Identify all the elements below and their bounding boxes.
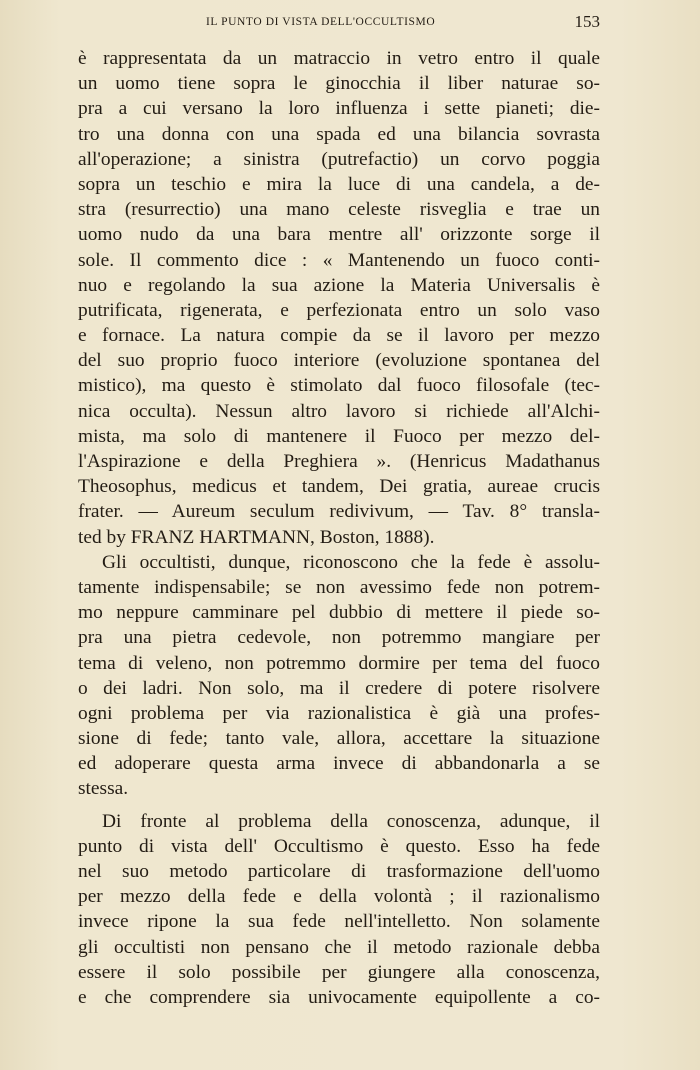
text-line: tro una donna con una spada ed una bilancia sovrasta bbox=[78, 123, 600, 145]
text-line: nel suo metodo particolare di trasformazione dell'uomo bbox=[78, 861, 600, 882]
text-line: frater. — Aureum seculum redivivum, — Tav. 8° transla- bbox=[78, 501, 600, 523]
text-line: un uomo tiene sopra le ginocchia il liber naturae so- bbox=[78, 73, 600, 95]
text-line: e che comprendere sia univocamente equipollente a co- bbox=[78, 986, 600, 1008]
text-line: nica occulta). Nessun altro lavoro si richiede all'Alchi- bbox=[78, 400, 600, 422]
text-line: Gli occultisti, dunque, riconoscono che la fede è assolu- bbox=[102, 551, 600, 573]
page-header bbox=[80, 12, 600, 34]
text-line: l'Aspirazione e della Preghiera ». (Henricus Madathanus bbox=[78, 451, 600, 472]
paragraph-gap bbox=[78, 802, 600, 809]
text-line: stessa. bbox=[78, 778, 129, 800]
text-line: pra a cui versano la loro influenza i sette pianeti; die- bbox=[78, 98, 600, 120]
text-line: punto di vista dell' Occultismo è questo. Esso ha fede bbox=[78, 835, 600, 857]
text-line: nuo e regolando la sua azione la Materia Universalis è bbox=[78, 274, 600, 296]
text-line: mista, ma solo di mantenere il Fuoco per mezzo del- bbox=[78, 425, 600, 447]
text-line: e fornace. La natura compie da se il lavoro per mezzo bbox=[78, 325, 600, 347]
paragraph-faith bbox=[78, 550, 600, 802]
text-line: sole. Il commento dice : « Mantenendo un fuoco conti- bbox=[78, 249, 600, 271]
text-line: sopra un teschio e mira la luce di una candela, a de- bbox=[78, 173, 600, 195]
text-line: pra una pietra cedevole, non potremmo mangiare per bbox=[78, 627, 600, 649]
text-line: ed adoperare questa arma invece di abbandonarla a se bbox=[78, 753, 600, 775]
text-line: invece ripone la sua fede nell'intelletto. Non solamente bbox=[78, 911, 600, 933]
running-title: IL PUNTO DI VISTA DELL'OCCULTISMO bbox=[206, 16, 436, 28]
text-line: del suo proprio fuoco interiore (evoluzione spontanea del bbox=[78, 350, 600, 372]
text-line: o dei ladri. Non solo, ma il credere di potere risolvere bbox=[78, 677, 600, 699]
text-line: ted by FRANZ HARTMANN, Boston, 1888). bbox=[78, 526, 435, 548]
text-line: gli occultisti non pensano che il metodo razionale debba bbox=[78, 936, 600, 958]
paragraph-alchemy-description bbox=[78, 46, 600, 550]
paragraph-knowledge bbox=[78, 809, 600, 1011]
text-line: per mezzo della fede e della volontà ; il razionalismo bbox=[78, 886, 600, 908]
text-line: sione di fede; tanto vale, allora, accettare la situazione bbox=[78, 728, 600, 750]
text-line: mo neppure camminare pel dubbio di mettere il piede so- bbox=[78, 602, 600, 624]
text-line: mistico), ma questo è stimolato dal fuoco filosofale (tec- bbox=[78, 375, 600, 397]
text-line: Theosophus, medicus et tandem, Dei gratia, aureae crucis bbox=[78, 476, 600, 498]
text-line: tamente indispensabile; se non avessimo fede non potrem- bbox=[78, 576, 600, 598]
text-line: stra (resurrectio) una mano celeste risveglia e trae un bbox=[78, 199, 600, 221]
text-line: tema di veleno, non potremmo dormire per tema del fuoco bbox=[78, 652, 600, 674]
page-number: 153 bbox=[574, 12, 600, 31]
text-line: ogni problema per via razionalistica è già una profes- bbox=[78, 702, 600, 724]
text-line: Di fronte al problema della conoscenza, adunque, il bbox=[102, 810, 600, 832]
text-line: all'operazione; a sinistra (putrefactio) un corvo poggia bbox=[78, 148, 600, 170]
body-text bbox=[78, 46, 600, 1010]
text-line: è rappresentata da un matraccio in vetro entro il quale bbox=[78, 48, 600, 69]
text-line: uomo nudo da una bara mentre all' orizzonte sorge il bbox=[78, 224, 600, 246]
text-line: putrificata, rigenerata, e perfezionata entro un solo vaso bbox=[78, 299, 600, 321]
text-line: essere il solo possibile per giungere alla conoscenza, bbox=[78, 961, 600, 983]
